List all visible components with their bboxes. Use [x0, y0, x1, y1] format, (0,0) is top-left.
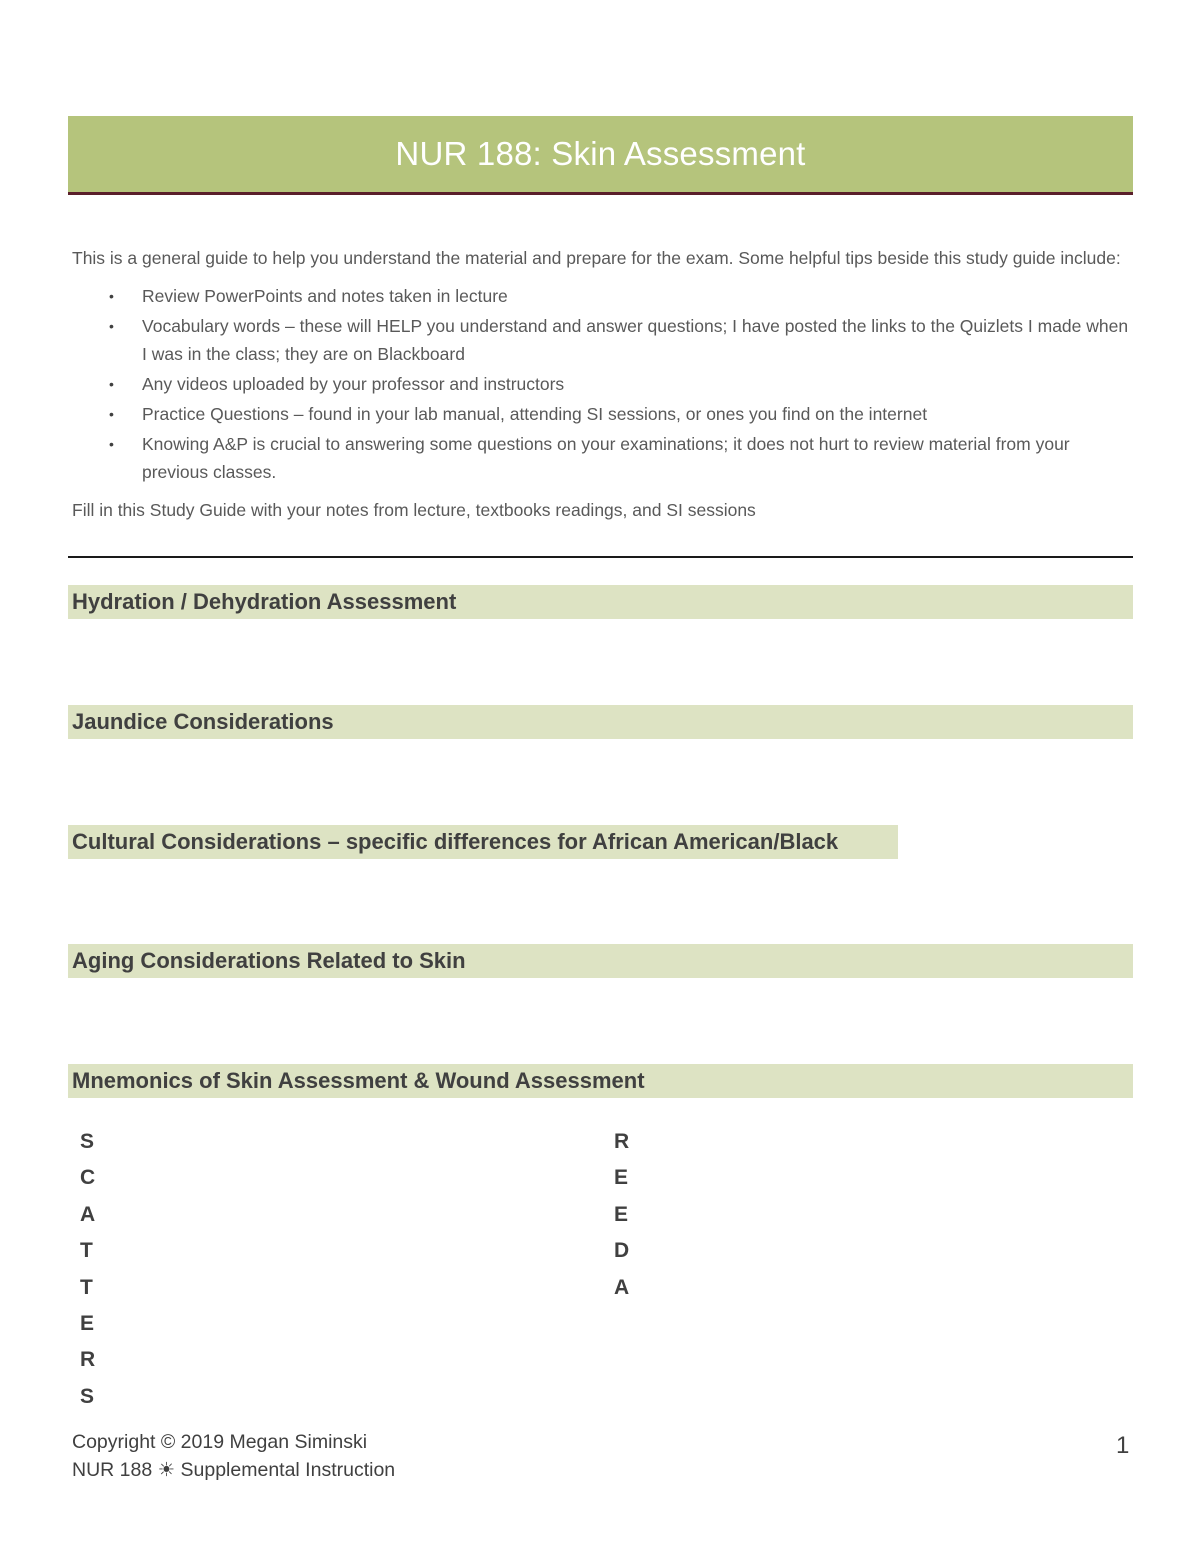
- section-mnemonics: [68, 1064, 1133, 1098]
- tip-text: Knowing A&P is crucial to answering some questions on your examinations; it does not hurt to review material from your previous classes.: [142, 434, 1070, 482]
- list-item: [72, 430, 1134, 486]
- mnemonic-letter: D: [614, 1239, 630, 1263]
- section-hydration: [68, 585, 1133, 619]
- page-number: 1: [1116, 1432, 1130, 1459]
- list-item: [72, 370, 1134, 398]
- mnemonic-letter: T: [80, 1275, 93, 1299]
- course-text: NUR 188 ☀ Supplemental Instruction: [72, 1459, 396, 1481]
- mnemonic-letter: A: [80, 1202, 96, 1226]
- section-heading: Aging Considerations Related to Skin: [72, 948, 466, 973]
- page-title: NUR 188: Skin Assessment: [395, 135, 806, 172]
- section-jaundice: [68, 705, 1133, 739]
- divider: [68, 556, 1133, 558]
- bullet-icon: •: [109, 376, 114, 392]
- footer: [72, 1428, 395, 1484]
- tips-list: [72, 282, 1134, 486]
- tip-text: Review PowerPoints and notes taken in lecture: [142, 286, 508, 306]
- bullet-icon: •: [109, 436, 114, 452]
- list-item: [72, 400, 1134, 428]
- tip-text: Any videos uploaded by your professor and instructors: [142, 374, 565, 394]
- fill-note: Fill in this Study Guide with your notes from lecture, textbooks readings, and SI sessions: [72, 500, 756, 520]
- scatters-column: [80, 1126, 95, 1417]
- list-item: [72, 312, 1134, 368]
- section-heading: Cultural Considerations – specific differences for African American/Black: [72, 829, 839, 854]
- section-heading: Hydration / Dehydration Assessment: [72, 589, 457, 614]
- mnemonic-letter: E: [614, 1202, 629, 1226]
- copyright-text: Copyright © 2019 Megan Siminski: [72, 1431, 368, 1453]
- mnemonic-letter: S: [80, 1130, 95, 1153]
- mnemonic-letter: C: [80, 1166, 96, 1190]
- title-banner: [68, 116, 1133, 195]
- mnemonic-letter: R: [80, 1348, 96, 1372]
- intro-block: [72, 244, 1134, 524]
- mnemonic-letter: R: [614, 1130, 630, 1153]
- section-heading: Jaundice Considerations: [72, 709, 334, 734]
- mnemonic-letter: A: [614, 1275, 630, 1299]
- reeda-column: [614, 1126, 629, 1308]
- intro-text: This is a general guide to help you understand the material and prepare for the exam. Some helpful tips beside this study guide include:: [72, 248, 1121, 268]
- section-aging: [68, 944, 1133, 978]
- tip-text: Vocabulary words – these will HELP you understand and answer questions; I have posted the links to the Quizlets I made when I was in the class; they are on Blackboard: [142, 316, 1129, 364]
- bullet-icon: •: [109, 406, 114, 422]
- mnemonic-letter: E: [80, 1311, 95, 1335]
- tip-text: Practice Questions – found in your lab manual, attending SI sessions, or ones you find on the internet: [142, 404, 928, 424]
- bullet-icon: •: [109, 318, 114, 334]
- list-item: [72, 282, 1134, 310]
- mnemonic-letter: T: [80, 1239, 93, 1263]
- section-heading: Mnemonics of Skin Assessment & Wound Assessment: [72, 1068, 645, 1093]
- bullet-icon: •: [109, 288, 114, 304]
- mnemonic-letter: S: [80, 1384, 95, 1408]
- section-cultural: [68, 825, 898, 859]
- mnemonic-letter: E: [614, 1166, 629, 1190]
